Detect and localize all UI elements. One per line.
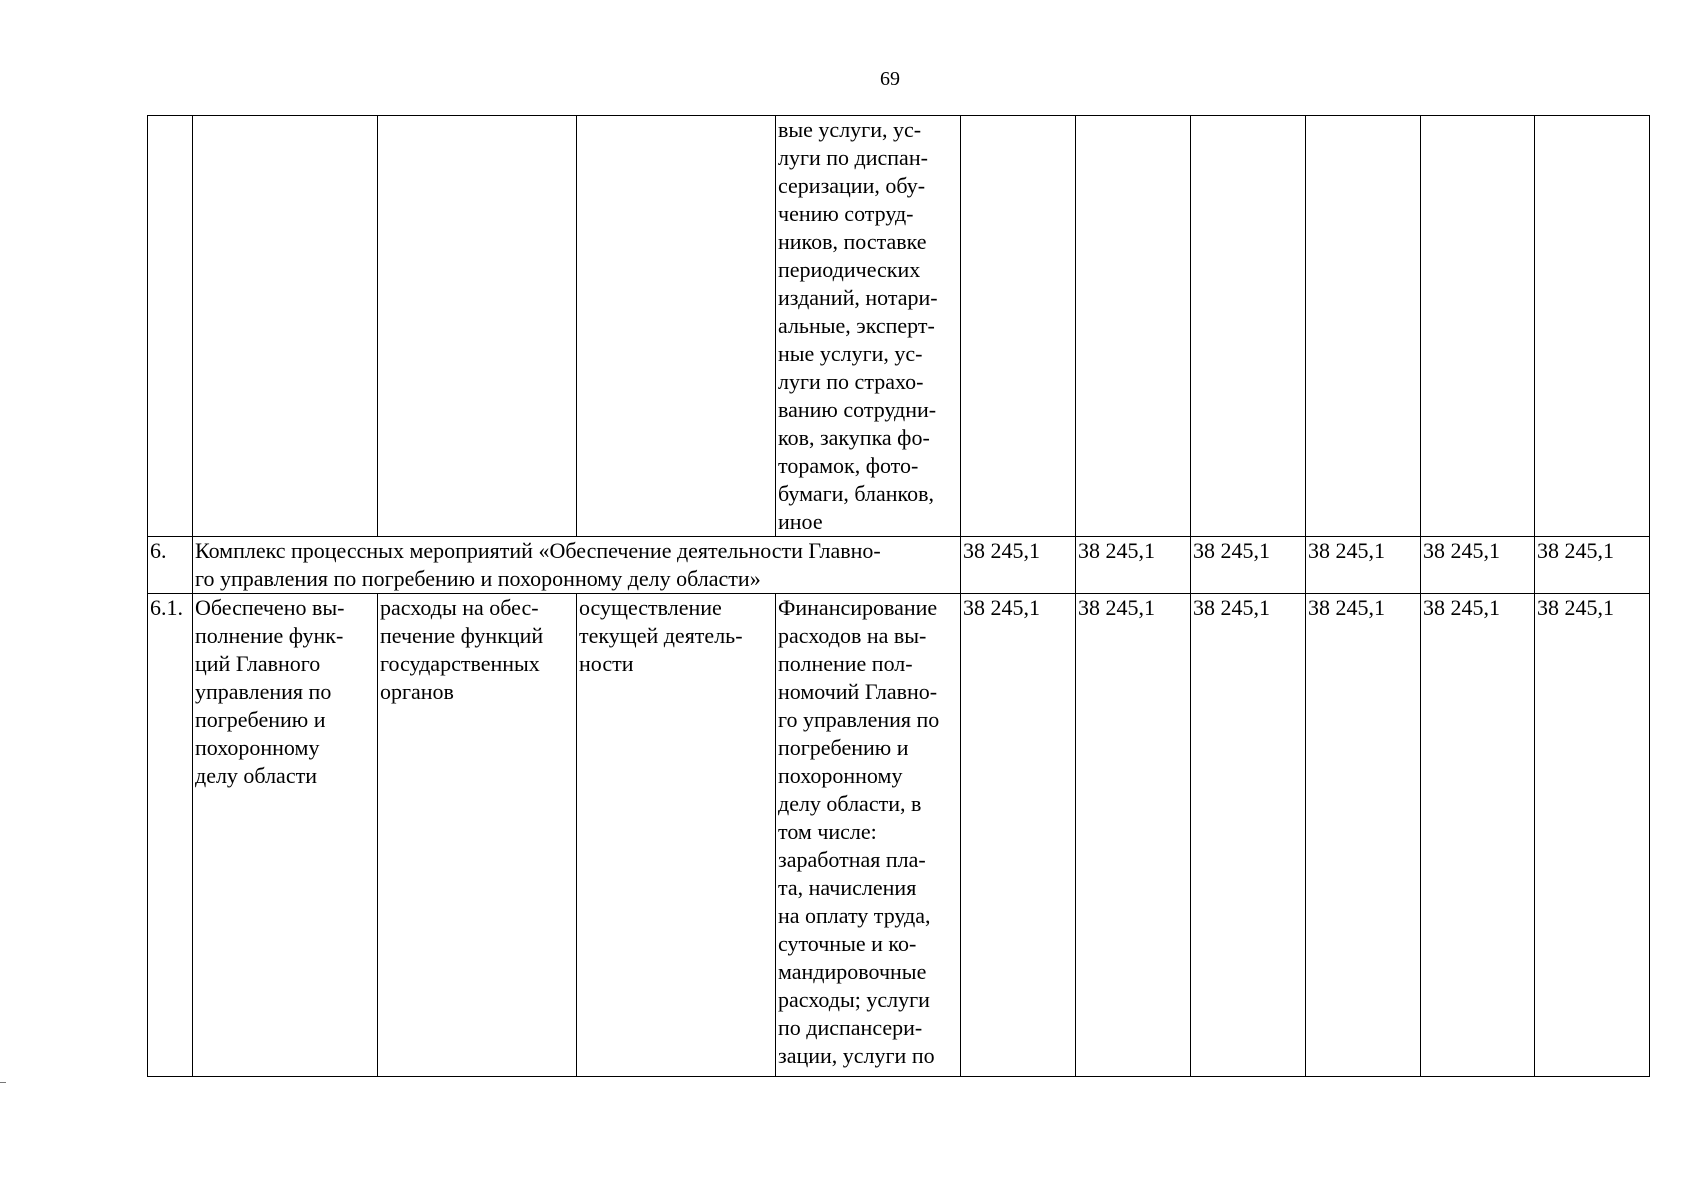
cell-result [193, 594, 378, 1077]
cell-result-empty [193, 116, 378, 537]
cell-value-empty [1306, 116, 1421, 537]
cell-value [1421, 537, 1535, 594]
cell-num [148, 594, 193, 1077]
table-row-6 [148, 537, 1650, 594]
value-text: 38 245,1 [1537, 538, 1614, 563]
value-text: 38 245,1 [1423, 538, 1500, 563]
page-number: 69 [880, 68, 900, 90]
activity-text: осуществление текущей деятель- ности [579, 595, 743, 676]
value-text: 38 245,1 [1308, 538, 1385, 563]
value-text: 38 245,1 [963, 538, 1040, 563]
value-text: 38 245,1 [1078, 595, 1155, 620]
cell-value [961, 594, 1076, 1077]
row-number: 6.1. [150, 595, 183, 620]
description-text: Финансирование расходов на вы- полнение пол- номочий Главно- го управления по погребению и похоронному делу области, в том числе: заработная пла- та, начисления на оплату труда, суточные и ко- мандировочные расходы; услуги по диспансери- зации, услуги по [778, 595, 940, 1068]
value-text: 38 245,1 [1193, 595, 1270, 620]
value-text: 38 245,1 [963, 595, 1040, 620]
cell-value [1076, 594, 1191, 1077]
cell-value-empty [1421, 116, 1535, 537]
value-text: 38 245,1 [1193, 538, 1270, 563]
cell-value [961, 537, 1076, 594]
cell-num-empty [148, 116, 193, 537]
cell-value [1535, 537, 1650, 594]
margin-mark [0, 1082, 6, 1083]
cell-value [1191, 594, 1306, 1077]
cell-description [776, 594, 961, 1077]
cell-value [1535, 594, 1650, 1077]
cell-value [1191, 537, 1306, 594]
cell-expense-type [378, 594, 577, 1077]
description-text: вые услуги, ус- луги по диспан- серизации, обу- чению сотруд- ников, поставке периодических изданий, нотари- альные, эксперт- ные услуги, ус- луги по страхо- ванию сотрудни- ков, закупка фо- торамок, фото- бумаги, бланков, иное [778, 117, 938, 534]
cell-value [1076, 537, 1191, 594]
cell-num [148, 537, 193, 594]
cell-value-empty [1191, 116, 1306, 537]
budget-table [147, 115, 1650, 1077]
value-text: 38 245,1 [1537, 595, 1614, 620]
value-text: 38 245,1 [1308, 595, 1385, 620]
value-text: 38 245,1 [1078, 538, 1155, 563]
cell-activity-empty [577, 116, 776, 537]
cell-value-empty [1535, 116, 1650, 537]
value-text: 38 245,1 [1423, 595, 1500, 620]
result-text: Обеспечено вы- полнение функ- ций Главного управления по погребению и похоронному делу области [195, 595, 345, 788]
cell-activity [577, 594, 776, 1077]
cell-value-empty [1076, 116, 1191, 537]
row-number: 6. [150, 538, 167, 563]
cell-complex-title [193, 537, 961, 594]
cell-description [776, 116, 961, 537]
cell-value [1306, 594, 1421, 1077]
table-row-6-1 [148, 594, 1650, 1077]
cell-expense-type-empty [378, 116, 577, 537]
cell-value [1306, 537, 1421, 594]
expense-type-text: расходы на обес- печение функций государственных органов [380, 595, 544, 704]
complex-title: Комплекс процессных мероприятий «Обеспечение деятельности Главно- го управления по погребению и похоронному делу области» [195, 538, 881, 591]
cell-value-empty [961, 116, 1076, 537]
cell-value [1421, 594, 1535, 1077]
table-row-continued [148, 116, 1650, 537]
